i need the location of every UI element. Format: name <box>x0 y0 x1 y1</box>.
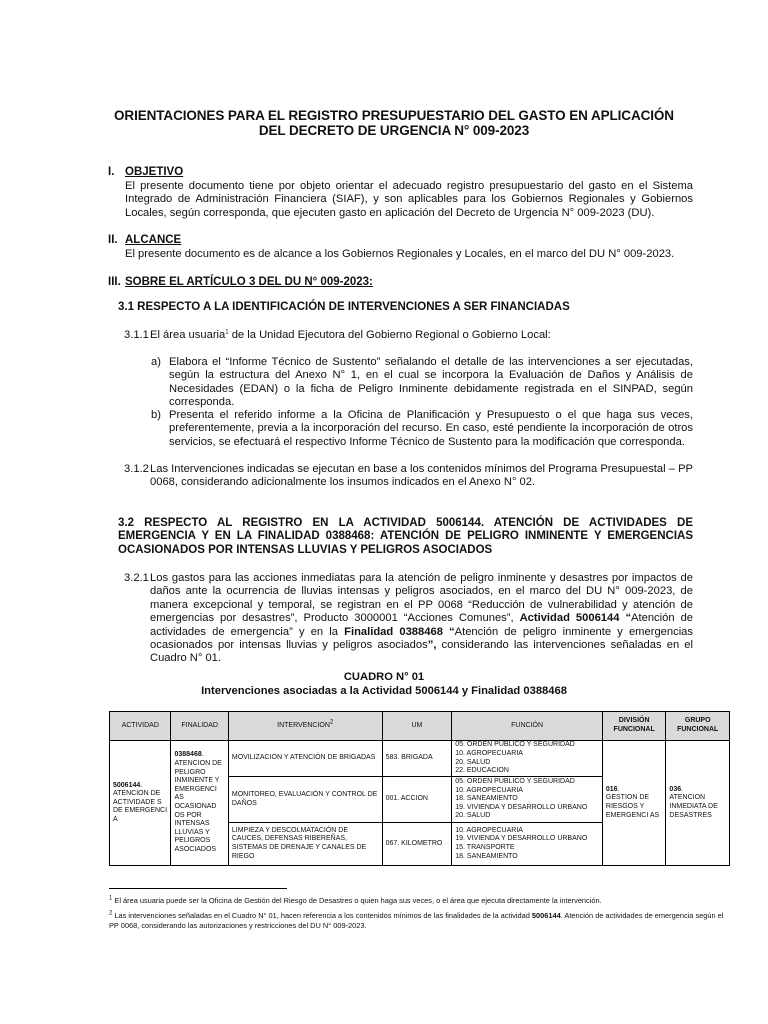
table-row <box>110 741 730 777</box>
footnote-ref-1: 1 <box>225 329 229 336</box>
title-line-2: DEL DECRETO DE URGENCIA N° 009-2023 <box>258 123 530 138</box>
item-a-text: Elabora el “Informe Técnico de Sustento” señalando el detalle de las intervenciones a ser ejecutadas, según la estructura del Anexo N° 1, en el cual se incorpora la Evaluación de Daños y Análisis de Necesidades (EDAN) o la ficha de Peligro Inminente debidamente registrada en el SINPAD, según corresponda. <box>169 356 693 409</box>
footnote-divider <box>109 888 287 889</box>
cell-intervencion: MOVILIZACION Y ATENCIÓN DE BRIGADAS <box>228 741 382 777</box>
item-b-label: b) <box>151 409 161 421</box>
subsection-3-1-heading: 3.1 RESPECTO A LA IDENTIFICACIÓN DE INTERVENCIONES A SER FINANCIADAS <box>118 301 570 313</box>
division-text: GESTION DE RIESGOS Y EMERGENCI AS <box>605 794 660 819</box>
paragraph-3-2-1 <box>150 572 693 666</box>
funcion-item: 10. AGROPECUARIA <box>455 786 523 794</box>
header-finalidad: FINALIDAD <box>171 712 228 741</box>
finalidad-code: 0388468 <box>174 751 202 759</box>
p321-text-e: Atención de peligro inminente y emergencias ocasionados por intensas lluvias y peligros asociados <box>150 625 694 652</box>
paragraph-3-2-1-number: 3.2.1 <box>124 572 149 584</box>
funcion-item: 05. ORDEN PUBLICO Y SEGURIDAD <box>455 741 575 749</box>
p321-text-g: considerando las intervenciones señaladas en el Cuadro N° 01. <box>150 639 694 665</box>
section-objetivo-number: I. <box>108 166 115 178</box>
cell-funcion <box>452 741 603 777</box>
cuadro-subtitle: Intervenciones asociadas a la Actividad 5006144 y Finalidad 0388468 <box>201 685 567 697</box>
cuadro-title: CUADRO N° 01 <box>343 671 425 683</box>
section-objetivo-text: El presente documento tiene por objeto orientar el adecuado registro presupuestario del gasto en el Sistema Integrado de Administración Financiera (SIAF), y son aplicables para los Gobiernos Regionales y Gobiernos Locales, según corresponda, que ejecuten gasto en aplicación del Decreto de Urgencia N° 009-2023 (DU). <box>125 180 693 219</box>
p321-finalidad: Finalidad 0388468 “ <box>344 625 455 638</box>
cell-grupo: 036. ATENCION INMEDIATA DE DESASTRES <box>666 741 730 866</box>
item-a-label: a) <box>151 356 161 368</box>
footnote-1-text: El área usuaria puede ser la Oficina de Gestión del Riesgo de Desastres o quien haga sus veces, o el área que ejecuta directamente la intervención. <box>114 896 602 905</box>
funcion-item: 10. AGROPECUARIA <box>455 826 523 834</box>
funcion-item: 10. AGROPECUARIA <box>455 749 523 757</box>
funcion-item: 15. TRANSPORTE <box>455 844 515 851</box>
cell-intervencion: MONITOREO, EVALUACIÓN Y CONTROL DE DAÑOS <box>228 777 382 823</box>
item-b-text: Presenta el referido informe a la Oficina de Planificación y Presupuesto o el que haga sus veces, preferentemente, previa a la incorporación del recurso. En caso, esté pendiente la incorporación de otros servicios, se efectuará el respectivo Informe Técnico de Sustento para la modificación que corresponda. <box>169 409 693 448</box>
cell-intervencion: LIMPIEZA Y DESCOLMATACIÓN DE CAUCES, DEFENSAS RIBEREÑAS, SISTEMAS DE DRENAJE Y CANALES DE RIEGO <box>228 823 382 866</box>
cell-actividad: 5006144. ATENCION DE ACTIVIDADE S DE EMERGENCI A <box>110 741 171 866</box>
section-articulo3-number: III. <box>108 276 121 288</box>
grupo-code: 036 <box>669 785 682 793</box>
section-alcance-text: El presente documento es de alcance a los Gobiernos Regionales y Locales, en el marco del DU N° 009-2023. <box>125 248 675 260</box>
header-um: UM <box>382 712 452 741</box>
header-grupo: GRUPO FUNCIONAL <box>666 712 730 741</box>
actividad-code: 5006144 <box>113 781 141 789</box>
header-intervencion <box>228 712 382 741</box>
funcion-item: 19. VIVIENDA Y DESARROLLO URBANO <box>455 803 588 811</box>
funcion-item: 18. SANEAMIENTO <box>455 795 518 803</box>
footnote-1-number: 1 <box>109 895 113 902</box>
p321-actividad: Actividad 5006144 “ <box>519 612 632 625</box>
division-code: 016 <box>605 785 618 793</box>
funcion-item: 22. EDUCACION <box>455 767 509 775</box>
p321-text-f: ”, <box>427 639 437 652</box>
section-alcance-heading: ALCANCE <box>125 234 182 246</box>
header-actividad: ACTIVIDAD <box>110 712 171 741</box>
cell-division: 016. GESTION DE RIESGOS Y EMERGENCI AS <box>602 741 666 866</box>
section-objetivo-heading: OBJETIVO <box>125 166 184 178</box>
title-line-1: ORIENTACIONES PARA EL REGISTRO PRESUPUESTARIO DEL GASTO EN APLICACIÓN <box>114 108 674 123</box>
cell-um: 001. ACCION <box>382 777 452 823</box>
footnote-1 <box>109 896 729 906</box>
section-articulo3-heading: SOBRE EL ARTÍCULO 3 DEL DU N° 009-2023: <box>125 276 373 288</box>
funcion-item: 05. ORDEN PUBLICO Y SEGURIDAD <box>455 778 575 786</box>
paragraph-3-1-1-text-a: El área usuaria <box>150 329 226 341</box>
actividad-text: ATENCION DE ACTIVIDADE S DE EMERGENCI A <box>113 790 168 823</box>
section-alcance-number: II. <box>108 234 118 246</box>
funcion-item: 20. SALUD <box>455 758 491 766</box>
cuadro-table <box>109 711 730 866</box>
p321-text-a: Los gastos para las acciones inmediatas para la atención de peligro inminente y desastres por impactos de daños ante la ocurrencia de lluvias intensas y peligros asociados, en el marco del DU N° 009-2023, de manera excepcional y temporal, se registran en el PP 0068 “Reducción de vulnerabilidad y atención de emergencias por desastres”, Producto 3000001 “Acciones Comunes”, <box>150 572 693 625</box>
p321-text-c: Atención de actividades de emergencia” y en la <box>150 612 694 638</box>
paragraph-3-1-2: Las Intervenciones indicadas se ejecutan en base a los contenidos mínimos del Programa Presupuestal – PP 0068, considerando adicionalmente los insumos indicados en el Anexo N° 02. <box>150 463 693 489</box>
footnote-2 <box>109 911 729 931</box>
paragraph-3-1-1 <box>150 329 693 342</box>
table-header-row <box>110 712 730 741</box>
finalidad-text: ATENCION DE PELIGRO INMINENTE Y EMERGENCI AS OCASIONAD OS POR INTENSAS LLUVIAS Y PELIGROS ASOCIADOS <box>174 760 222 853</box>
footnote-2-text-a: Las intervenciones señaladas en el Cuadro N° 01, hacen referencia a los contenidos mínimos de las finalidades de la actividad <box>114 911 532 920</box>
cell-funcion <box>452 823 603 866</box>
subsection-3-2-heading: 3.2 RESPECTO AL REGISTRO EN LA ACTIVIDAD 5006144. ATENCIÓN DE ACTIVIDADES DE EMERGENCIA Y EN LA FINALIDAD 0388468: ATENCIÓN DE PELIGRO INMINENTE Y EMERGENCIAS OCASIONADOS POR INTENSAS LLUVIAS Y PELIGROS ASOCIADOS <box>118 517 693 556</box>
footnote-ref-2: 2 <box>329 719 334 726</box>
footnote-2-number: 2 <box>109 910 113 917</box>
cell-funcion <box>452 777 603 823</box>
cell-um: 067. KILOMETRO <box>382 823 452 866</box>
cell-finalidad: 0388468. ATENCION DE PELIGRO INMINENTE Y EMERGENCI AS OCASIONAD OS POR INTENSAS LLUVIAS Y PELIGROS ASOCIADOS <box>171 741 228 866</box>
paragraph-3-1-1-text-b: de la Unidad Ejecutora del Gobierno Regional o Gobierno Local: <box>228 329 551 341</box>
funcion-item: 20. SALUD <box>455 812 491 820</box>
footnote-2-code: 5006144 <box>531 911 561 920</box>
funcion-item: 19. VIVIENDA Y DESARROLLO URBANO <box>455 835 588 843</box>
paragraph-3-1-2-number: 3.1.2 <box>124 463 149 475</box>
header-intervencion-label: INTERVENCION <box>277 721 330 729</box>
paragraph-3-1-1-number: 3.1.1 <box>124 329 149 341</box>
footnote-2-text-c: . Atención de actividades de emergencia según el PP 0068, considerando las autorizaciones y restricciones del DU N° 009-2023. <box>109 911 724 930</box>
document-title <box>90 108 698 138</box>
grupo-text: ATENCION INMEDIATA DE DESASTRES <box>669 794 718 819</box>
header-division: DIVISIÓN FUNCIONAL <box>602 712 666 741</box>
header-funcion: FUNCIÓN <box>452 712 603 741</box>
cell-um: 583. BRIGADA <box>382 741 452 777</box>
funcion-item: 18. SANEAMIENTO <box>455 852 518 860</box>
